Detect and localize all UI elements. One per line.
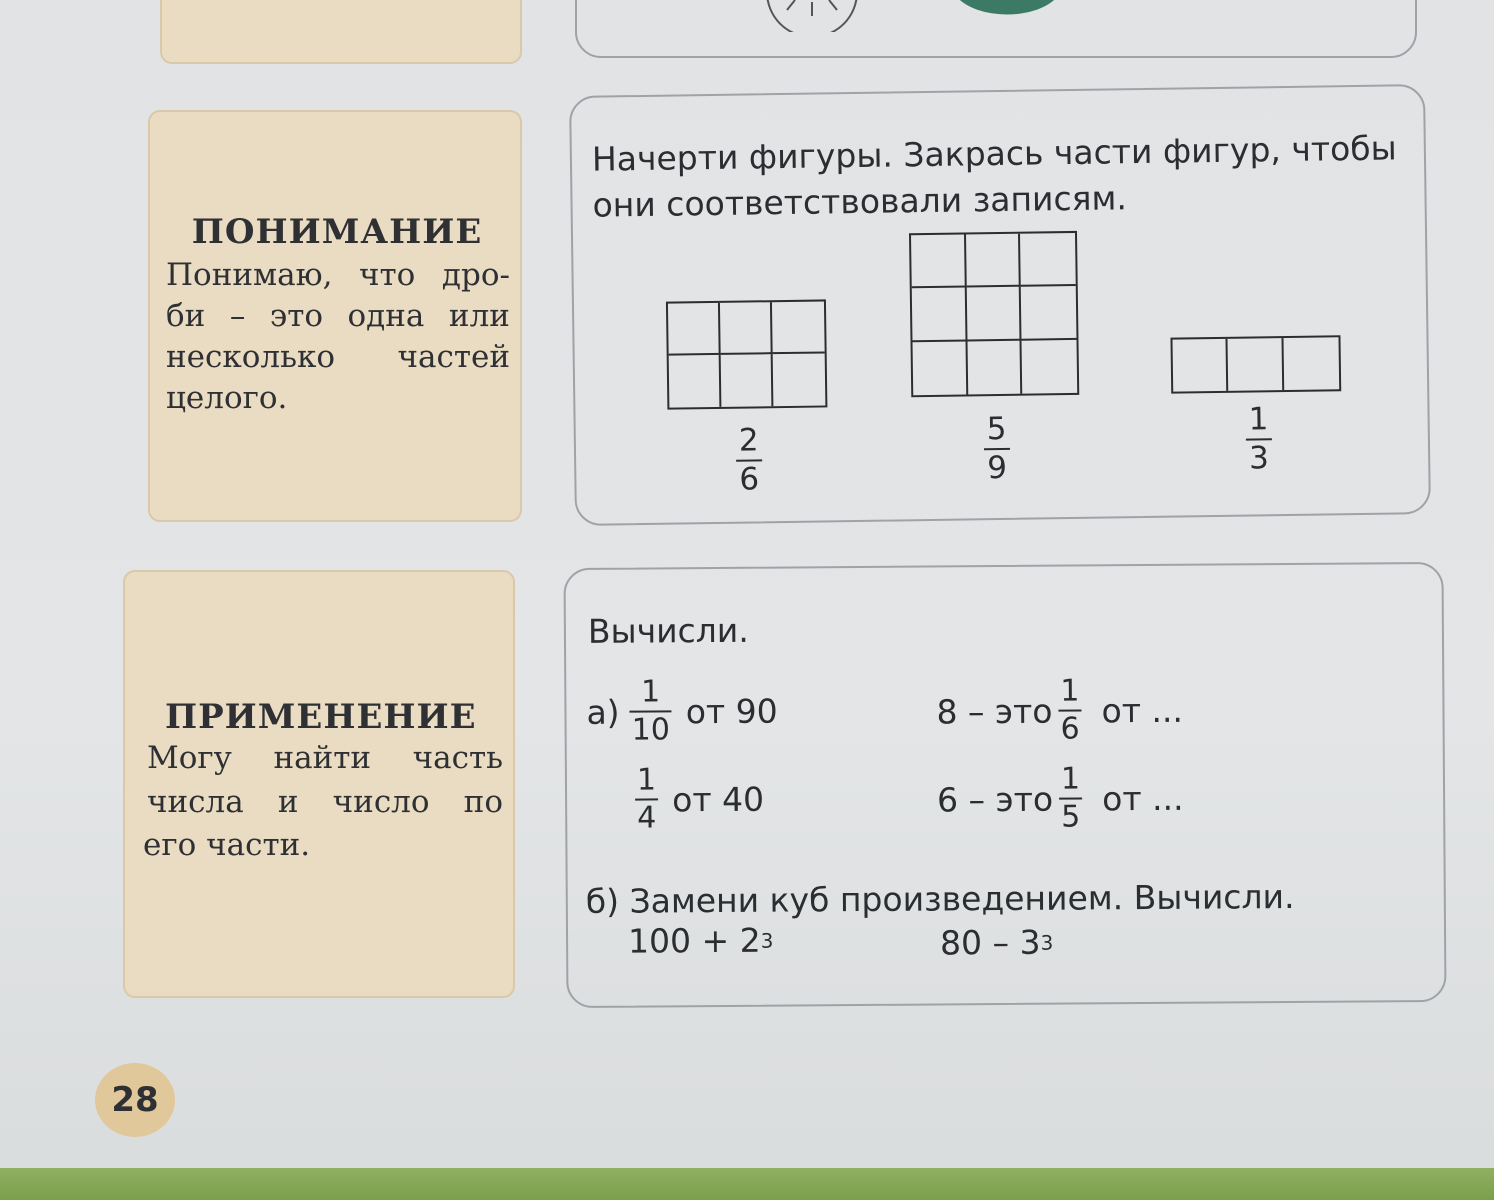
application-title: ПРИМЕНЕНИЕ <box>165 697 477 737</box>
word: это <box>269 298 324 334</box>
item-b1 <box>628 921 774 961</box>
word: несколько <box>166 339 336 375</box>
understanding-line-3 <box>166 339 510 375</box>
grid-cell[interactable] <box>913 341 968 395</box>
task1-instruction-line-2: они соответствовали записям. <box>592 178 1128 225</box>
word: и <box>277 784 299 820</box>
denominator: 10 <box>631 712 671 748</box>
grid-cell[interactable] <box>720 302 773 355</box>
item-text: от ... <box>1101 690 1184 730</box>
grid-cell[interactable] <box>966 234 1021 288</box>
application-line-1 <box>147 740 503 776</box>
grid-cell[interactable] <box>1022 340 1077 394</box>
grid-cell[interactable] <box>911 234 966 288</box>
word: его части. <box>143 827 311 863</box>
circle-figure-partial <box>577 0 1419 32</box>
word: найти <box>273 740 372 776</box>
fraction-1-10 <box>629 674 672 748</box>
grid-cell[interactable] <box>1228 338 1284 391</box>
numerator: 1 <box>1248 401 1269 438</box>
item-a4 <box>936 761 1184 835</box>
grid-cell[interactable] <box>1283 337 1339 390</box>
item-prefix: 6 – это <box>936 779 1054 819</box>
word: целого. <box>166 380 288 416</box>
task-draw-figures <box>569 84 1431 526</box>
denominator: 6 <box>1060 711 1080 747</box>
numerator: 1 <box>636 762 657 798</box>
application-box <box>123 570 515 998</box>
grid-cell[interactable] <box>1020 233 1075 287</box>
fraction-1-4 <box>635 762 659 836</box>
fraction-1-6 <box>1058 673 1082 747</box>
denominator: 4 <box>637 800 657 836</box>
grid-1x3[interactable] <box>1170 335 1341 393</box>
denominator: 3 <box>1248 440 1270 477</box>
application-line-3 <box>143 827 310 863</box>
grid-cell[interactable] <box>967 340 1022 394</box>
word: по <box>463 784 503 820</box>
task-calculate <box>563 562 1446 1008</box>
word: би <box>166 298 206 334</box>
fraction-label-5-9 <box>984 410 1011 487</box>
denominator: 9 <box>987 449 1008 487</box>
item-prefix: 8 – это <box>936 691 1053 731</box>
bottom-green-strip <box>0 1168 1494 1200</box>
word: Понимаю, <box>166 257 333 293</box>
item-b2 <box>940 923 1053 963</box>
task1-instruction-line-1: Начерти фигуры. Закрась части фигур, чтобы <box>591 128 1397 179</box>
grid-cell[interactable] <box>668 303 721 356</box>
fraction-1-5 <box>1059 761 1083 835</box>
expression-base: 80 – 3 <box>939 922 1041 963</box>
understanding-box <box>148 110 522 522</box>
grid-2x6[interactable] <box>666 299 827 409</box>
word: дро- <box>441 257 510 293</box>
word: – <box>229 298 246 334</box>
grid-cell[interactable] <box>773 353 826 406</box>
word: частей <box>397 339 510 375</box>
expression-base: 100 + 2 <box>627 920 761 961</box>
item-a1 <box>586 674 778 748</box>
word: число <box>332 784 430 820</box>
denominator: 5 <box>1061 799 1081 835</box>
task2-heading: Вычисли. <box>587 610 749 651</box>
grid-cell[interactable] <box>966 287 1021 341</box>
top-side-box <box>160 0 522 64</box>
item-text: от ... <box>1102 778 1184 818</box>
denominator: 6 <box>739 461 760 498</box>
grid-3x3[interactable] <box>909 231 1079 397</box>
page-number-badge: 28 <box>95 1063 175 1137</box>
top-task-box <box>575 0 1417 58</box>
grid-cell[interactable] <box>1021 286 1076 340</box>
item-text: от 40 <box>672 779 765 819</box>
numerator: 1 <box>640 674 661 710</box>
grid-cell[interactable] <box>772 301 825 354</box>
item-a-label: а) <box>586 692 620 732</box>
fraction-label-1-3 <box>1245 401 1272 477</box>
understanding-title: ПОНИМАНИЕ <box>191 212 483 252</box>
numerator: 1 <box>1060 673 1080 709</box>
word: числа <box>147 784 244 820</box>
grid-cell[interactable] <box>669 355 722 408</box>
numerator: 2 <box>738 422 759 459</box>
grid-cell[interactable] <box>721 354 774 407</box>
item-a3 <box>936 673 1184 747</box>
numerator: 1 <box>1060 761 1081 797</box>
understanding-line-2 <box>166 298 510 334</box>
word: Могу <box>147 740 232 776</box>
item-a2 <box>629 762 765 836</box>
grid-cell[interactable] <box>912 288 967 342</box>
word: часть <box>412 740 503 776</box>
understanding-line-1 <box>166 257 510 293</box>
word: или <box>448 298 510 334</box>
task2-b-instruction: б) Замени куб произведением. Вычисли. <box>585 876 1295 921</box>
word: одна <box>347 298 425 334</box>
grid-cell[interactable] <box>1172 339 1228 392</box>
item-text: от 90 <box>685 691 778 731</box>
numerator: 5 <box>986 410 1007 448</box>
application-line-2 <box>147 784 503 820</box>
fraction-label-2-6 <box>736 422 763 498</box>
word: что <box>359 257 416 293</box>
understanding-line-4 <box>166 380 287 416</box>
